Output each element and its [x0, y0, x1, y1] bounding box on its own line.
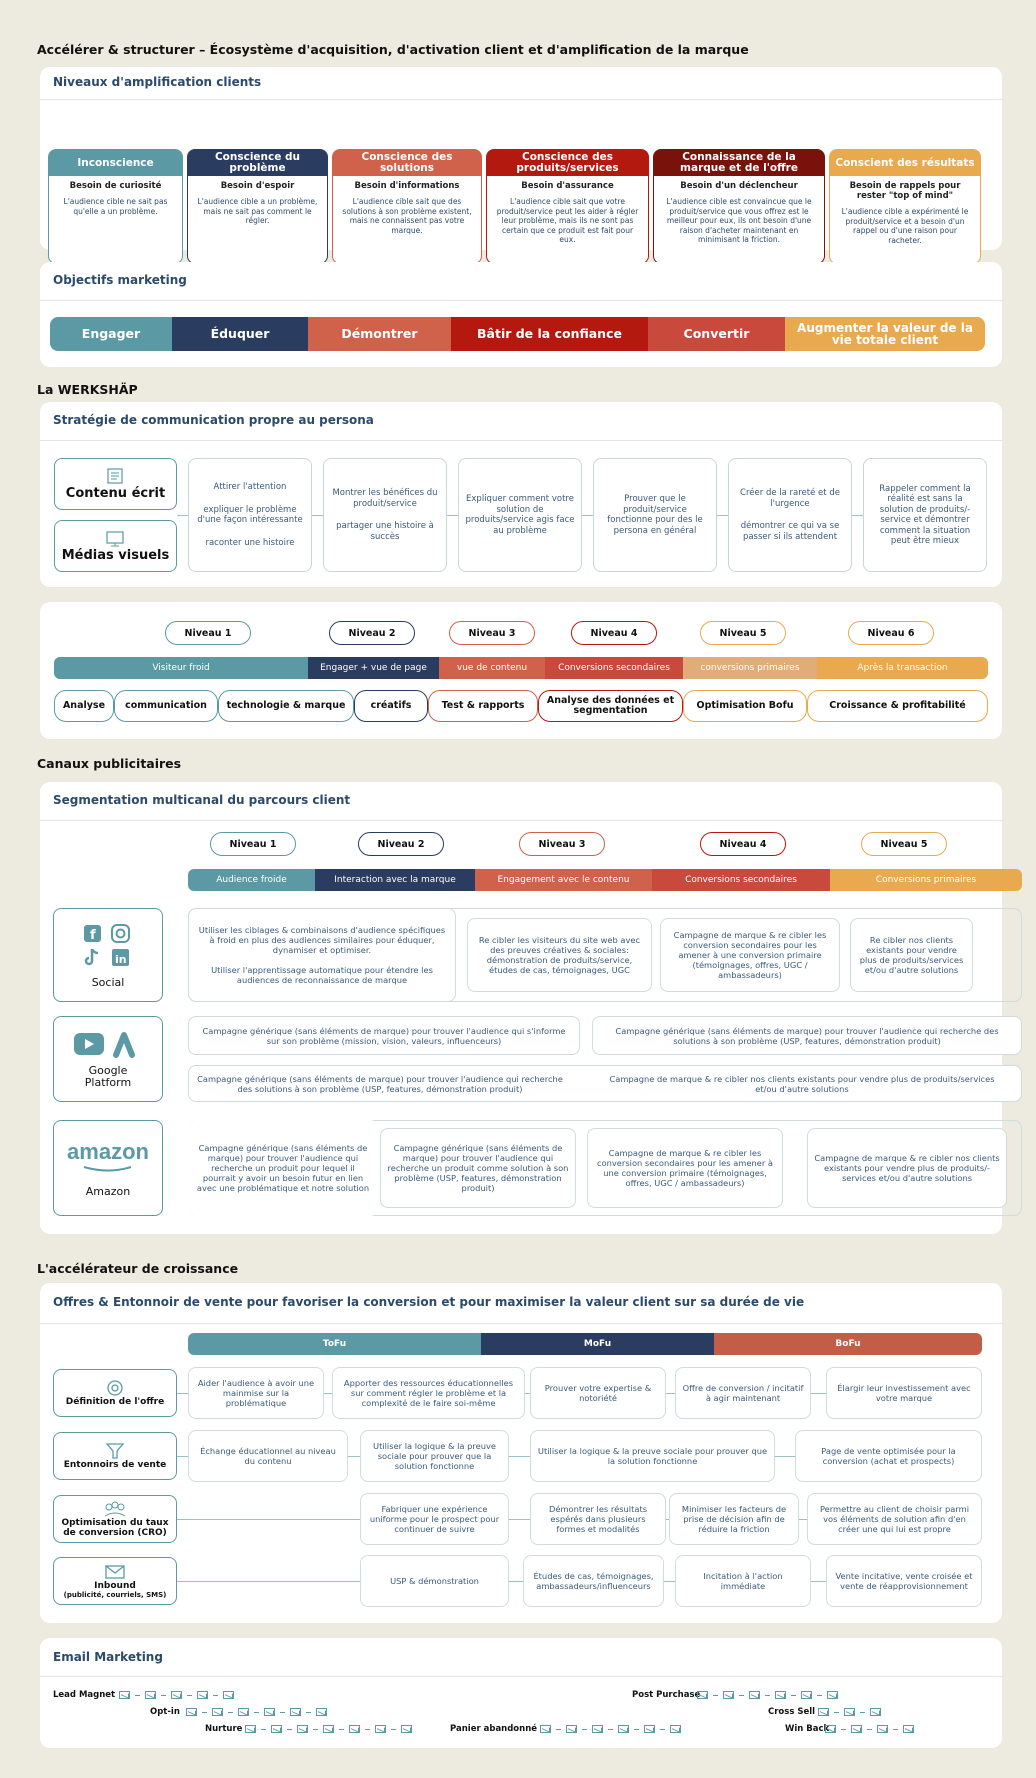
funnel-stage-mofu: MoFu [481, 1333, 714, 1355]
envelope-icon [749, 1691, 760, 1699]
email-flow-label: Lead Magnet [53, 1690, 116, 1700]
envelope-icon [103, 1563, 127, 1581]
envelope-icon [186, 1708, 197, 1716]
objective-1: Engager [50, 317, 172, 351]
social-box-4: Re cibler nos clients existants pour vendre plus de produits/services et/ou d'autre solutions [850, 918, 973, 992]
document-icon [103, 468, 129, 486]
channel-visual-media [54, 520, 177, 572]
envelope-icon [223, 1691, 234, 1699]
amplification-level [332, 149, 482, 264]
channel-level-pill-3: Niveau 3 [519, 832, 605, 856]
amplification-level [829, 149, 981, 264]
werkshap-heading: La WERKSHÄP [37, 382, 138, 397]
email-flow-sequence [697, 1691, 843, 1699]
funnel-cell: Utiliser la logique & la preuve sociale pour prouver que la solution fonctionne [360, 1430, 509, 1482]
funnel-cell: Page de vente optimisée pour la conversion (achat et prospects) [795, 1430, 982, 1482]
amazon-box-1: Campagne générique (sans éléments de marque) pour trouver l'audience qui recherche un produit pour lequel il pourrait y avoir un besoin futur en lien avec une problématique et notre solution [188, 1120, 378, 1216]
channel-social [53, 908, 163, 1002]
sequence-connector [254, 1712, 259, 1713]
level-description: L'audience cible sait que votre produit/service peut les aider à régler leur problème, mais ils ne sont pas certain que ce produit est fait pour eux. [496, 197, 639, 244]
sequence-connector [228, 1712, 233, 1713]
funnel-row-title: Optimisation du taux de conversion (CRO) [61, 1518, 169, 1538]
svg-text:f: f [90, 927, 96, 943]
funnel-row-label [53, 1369, 177, 1417]
sequence-connector [213, 1695, 218, 1696]
envelope-icon [825, 1725, 836, 1733]
channel-label: Contenu écrit [65, 485, 166, 501]
email-flow-label: Opt-in [150, 1707, 180, 1717]
sequence-connector [841, 1729, 846, 1730]
google-box-1: Campagne générique (sans éléments de marque) pour trouver l'audience qui s'informe sur son problème (mission, vision, valeurs, influenceurs) [188, 1016, 580, 1055]
envelope-icon [775, 1691, 786, 1699]
email-flow-label: Post Purchase [632, 1690, 701, 1700]
funnel-row-label [53, 1432, 177, 1480]
envelope-icon [401, 1725, 412, 1733]
envelope-icon [119, 1691, 130, 1699]
funnel-cell: Démontrer les résultats espérés dans plusieurs formes et modalités [530, 1493, 666, 1545]
funnel-row-label [53, 1557, 177, 1605]
level-name: Conscience des produits/services [487, 150, 648, 176]
funnel-cell: Élargir leur investissement avec votre marque [826, 1367, 982, 1419]
email-card [40, 1638, 1002, 1748]
sequence-connector [287, 1729, 292, 1730]
funnel-row-subtitle: (publicité, courriels, SMS) [63, 1591, 167, 1599]
envelope-icon [844, 1708, 855, 1716]
strategy-text: Attirer l'attention [213, 482, 287, 492]
envelope-icon [238, 1708, 249, 1716]
channel-google [53, 1016, 163, 1102]
channel-bar-1: Audience froide [188, 869, 315, 891]
objectives-card [40, 262, 1002, 367]
google-icons [72, 1029, 144, 1059]
level-name: Conscience du problème [188, 150, 327, 176]
envelope-icon [870, 1708, 881, 1716]
channel-amazon [53, 1120, 163, 1216]
envelope-icon [316, 1708, 327, 1716]
sequence-connector [365, 1729, 370, 1730]
google-box-2: Campagne générique (sans éléments de marque) pour trouver l'audience qui recherche des solutions à son problème (USP, features, démonstration produit) [592, 1016, 1022, 1055]
amazon-box-4: Campagne de marque & re cibler nos clients existants pour vendre plus de produits/-services et/ou d'autre solutions [807, 1128, 1007, 1208]
envelope-icon [323, 1725, 334, 1733]
sequence-connector [261, 1729, 266, 1730]
sequence-connector [893, 1729, 898, 1730]
sequence-connector [161, 1695, 166, 1696]
channel-label: Amazon [85, 1184, 131, 1198]
connector [582, 515, 593, 516]
funnel-cell: USP & démonstration [360, 1555, 509, 1607]
box-text: Campagne de marque & re cibler nos clients existants pour vendre plus de produits/services et/ou d'autre solutions [609, 1073, 995, 1094]
journey-tag-6: Analyse des données et segmentation [538, 690, 683, 722]
journey-bar-6: Après la transaction [817, 657, 988, 679]
level-pill-4: Niveau 4 [571, 621, 657, 645]
sequence-connector [660, 1729, 665, 1730]
email-card-title: Email Marketing [53, 1650, 163, 1664]
amplification-level [48, 149, 183, 264]
funnel-cell: Échange éducationnel au niveau du contenu [188, 1430, 348, 1482]
multichannel-card [40, 782, 1002, 1234]
amazon-box-3: Campagne de marque & re cibler les conversion secondaires pour les amener à une conversion primaire (témoignages, offres, UGC / ambassadeurs) [587, 1128, 783, 1208]
google-ads-icon [116, 1035, 132, 1055]
social-box-3: Campagne de marque & re cibler les conversion secondaires pour les amener à une conversion primaire (témoignages, offres, UGC / ambassadeurs) [660, 918, 840, 992]
funnel-icon [103, 1442, 127, 1460]
strategy-box-4 [593, 458, 717, 572]
sequence-connector [339, 1729, 344, 1730]
journey-bar-4: Conversions secondaires [545, 657, 683, 679]
envelope-icon [618, 1725, 629, 1733]
strategy-text: Prouver que le produit/service fonctionne pour des le persona en général [607, 494, 703, 536]
strategy-card-title: Stratégie de communication propre au persona [53, 413, 374, 427]
envelope-icon [818, 1708, 829, 1716]
envelope-icon [212, 1708, 223, 1716]
journey-bar-1: Visiteur froid [54, 657, 308, 679]
strategy-text: raconter une histoire [205, 537, 295, 548]
funnel-cell: Aider l'audience à avoir une mainmise sur la problématique [188, 1367, 324, 1419]
journey-tag-2: communication [114, 690, 218, 722]
sequence-connector [817, 1695, 822, 1696]
instagram-icon [112, 925, 129, 942]
amazon-smile-icon [81, 1165, 135, 1173]
channel-bar-3: Engagement avec le contenu [475, 869, 652, 891]
funnel-row-title: Entonnoirs de vente [63, 1460, 167, 1470]
box-text: Campagne générique (sans éléments de marque) pour trouver l'audience qui recherche des solutions à son problème (USP, features, démonstration produit) [197, 1073, 563, 1094]
channel-label: Médias visuels [61, 547, 170, 563]
funnel-cell: Fabriquer une expérience uniforme pour le prospect pour continuer de suivre [360, 1493, 509, 1545]
envelope-icon [540, 1725, 551, 1733]
level-description: L'audience cible ne sait pas qu'elle a un problème. [63, 197, 168, 216]
strategy-box-3 [458, 458, 582, 572]
sequence-connector [202, 1712, 207, 1713]
social-box-2: Re cibler les visiteurs du site web avec des preuves créatives & sociales: démonstration de produits/service, études de cas, témoignages, UGC [467, 918, 652, 992]
objective-2: Éduquer [172, 317, 308, 351]
amplification-level [653, 149, 825, 264]
connector [312, 515, 323, 516]
funnel-stage-tofu: ToFu [188, 1333, 481, 1355]
sequence-connector [556, 1729, 561, 1730]
sequence-connector [860, 1712, 865, 1713]
funnel-cell: Incitation à l'action immédiate [675, 1555, 811, 1607]
level-name: Conscience des solutions [333, 150, 481, 176]
journey-tag-3: technologie & marque [218, 690, 354, 722]
envelope-icon [801, 1691, 812, 1699]
envelope-icon [245, 1725, 256, 1733]
email-flow-sequence [540, 1725, 686, 1733]
levels-card-title: Niveaux d'amplification clients [53, 75, 262, 89]
email-flow-sequence [119, 1691, 239, 1699]
sequence-connector [867, 1729, 872, 1730]
level-name: Connaissance de la marque et de l'offre [654, 150, 824, 176]
level-need: Besoin d'informations [354, 181, 460, 191]
funnel-cell: Vente incitative, vente croisée et vente de réapprovisionnement [826, 1555, 982, 1607]
sequence-connector [791, 1695, 796, 1696]
level-need: Besoin d'un déclencheur [680, 181, 798, 191]
strategy-box-2 [323, 458, 447, 572]
amplification-level [486, 149, 649, 264]
envelope-icon [592, 1725, 603, 1733]
email-flow-sequence [818, 1708, 886, 1716]
channel-level-pill-4: Niveau 4 [700, 832, 786, 856]
page-title: Accélérer & structurer – Écosystème d'acquisition, d'activation client et d'amplification de la marque [37, 42, 749, 57]
sequence-connector [582, 1729, 587, 1730]
journey-tag-7: Optimisation Bofu [683, 690, 807, 722]
funnel-cell: Minimiser les facteurs de prise de décision afin de réduire la friction [669, 1493, 799, 1545]
level-description: L'audience cible a expérimenté le produit/service et a besoin d'un rappel ou d'une raison pour racheter. [841, 207, 969, 245]
journey-tag-5: Test & rapports [428, 690, 538, 722]
level-need: Besoin de curiosité [69, 181, 162, 191]
sequence-connector [765, 1695, 770, 1696]
level-need: Besoin de rappels pour rester "top of mind" [849, 181, 961, 201]
email-flow-label: Panier abandonné [450, 1724, 538, 1734]
sequence-connector [713, 1695, 718, 1696]
strategy-box-1 [188, 458, 312, 572]
funnel-stage-bofu: BoFu [714, 1333, 982, 1355]
envelope-icon [877, 1725, 888, 1733]
level-pill-1: Niveau 1 [165, 621, 251, 645]
level-pill-5: Niveau 5 [700, 621, 786, 645]
amazon-logo-icon: amazon [67, 1138, 149, 1164]
strategy-text: partager une histoire à succès [336, 521, 434, 542]
svg-text:in: in [115, 952, 127, 966]
sequence-connector [306, 1712, 311, 1713]
level-description: L'audience cible est convaincue que le produit/service que vous offrez est le meilleur pour eux, ils ont besoin d'une raison d'acheter maintenant en minimisant la friction. [666, 197, 812, 244]
sequence-connector [739, 1695, 744, 1696]
sequence-connector [187, 1695, 192, 1696]
funnel-cell: Études de cas, témoignages, ambassadeurs/influenceurs [523, 1555, 664, 1607]
funnel-card-title: Offres & Entonnoir de vente pour favoriser la conversion et pour maximiser la valeur client sur sa durée de vie [53, 1295, 805, 1309]
level-description: L'audience cible a un problème, mais ne sait pas comment le régler. [197, 197, 318, 225]
sequence-connector [608, 1729, 613, 1730]
journey-tag-8: Croissance & profitabilité [807, 690, 988, 722]
level-description: L'audience cible sait que des solutions à son problème existent, mais ne connaissent pas votre marque. [342, 197, 472, 235]
funnel-row-label [53, 1495, 177, 1543]
envelope-icon [375, 1725, 386, 1733]
channel-written-content [54, 458, 177, 510]
sequence-connector [391, 1729, 396, 1730]
email-flow-sequence [186, 1708, 332, 1716]
strategy-text: expliquer le problème d'une façon intéressante [197, 504, 303, 525]
level-need: Besoin d'espoir [220, 181, 295, 191]
sequence-connector [634, 1729, 639, 1730]
ads-heading: Canaux publicitaires [37, 756, 182, 771]
envelope-icon [349, 1725, 360, 1733]
amplification-level [187, 149, 328, 264]
level-pill-2: Niveau 2 [329, 621, 415, 645]
funnel-cell: Apporter des ressources éducationnelles sur comment régler le problème et la complexité de le faire soi-même [332, 1367, 525, 1419]
connector [852, 515, 863, 516]
connector [177, 515, 188, 516]
envelope-icon [644, 1725, 655, 1733]
email-flow-label: Cross Sell [768, 1707, 816, 1717]
channel-bar-4: Conversions secondaires [652, 869, 830, 891]
envelope-icon [171, 1691, 182, 1699]
people-icon [103, 1500, 127, 1518]
email-flow-sequence [825, 1725, 919, 1733]
connector [717, 515, 728, 516]
strategy-card [40, 402, 1002, 587]
objective-3: Démontrer [308, 317, 451, 351]
channel-bar-5: Conversions primaires [830, 869, 1022, 891]
journey-bar-5: conversions primaires [683, 657, 817, 679]
channel-bar-2: Interaction avec la marque [315, 869, 475, 891]
envelope-icon [566, 1725, 577, 1733]
email-flow-sequence [245, 1725, 417, 1733]
funnel-row-title: Inbound [94, 1581, 136, 1591]
level-name: Inconscience [49, 150, 182, 176]
google-row-2 [188, 1065, 1022, 1102]
envelope-icon [271, 1725, 282, 1733]
levels-card [40, 67, 1002, 250]
channel-label: Social [91, 975, 125, 989]
envelope-icon [297, 1725, 308, 1733]
target-icon [103, 1379, 127, 1397]
box-text: Utiliser l'apprentissage automatique pour étendre les audiences de reconnaissance de marque [211, 965, 433, 985]
email-flow-label: Win Back [785, 1724, 830, 1734]
multichannel-card-title: Segmentation multicanal du parcours client [53, 793, 351, 807]
journey-bar-2: Engager + vue de page [308, 657, 439, 679]
strategy-text: démontrer ce qui va se passer si ils attendent [740, 521, 840, 542]
box-text: Utiliser les ciblages & combinaisons d'audience spécifiques à froid en plus des audiences similaires pour éduquer, dynamiser et optimiser. [198, 925, 446, 955]
journey-tag-4: créatifs [354, 690, 428, 722]
amazon-box-2: Campagne générique (sans éléments de marque) pour trouver l'audience qui recherche un produit comme solution à son problème (USP, features, démonstration produit) [380, 1128, 576, 1208]
funnel-cell: Permettre au client de choisir parmi vos éléments de solution afin d'en créer une qui lui est propre [807, 1493, 982, 1545]
strategy-text: Créer de la rareté et de l'urgence [740, 488, 840, 509]
envelope-icon [697, 1691, 708, 1699]
monitor-icon [103, 530, 129, 548]
objectives-card-title: Objectifs marketing [53, 273, 187, 287]
level-pill-3: Niveau 3 [449, 621, 535, 645]
funnel-card [40, 1283, 1002, 1623]
strategy-text: Expliquer comment votre solution de produits/service agis face au problème [465, 494, 575, 536]
sequence-connector [135, 1695, 140, 1696]
envelope-icon [197, 1691, 208, 1699]
channel-level-pill-2: Niveau 2 [358, 832, 444, 856]
funnel-cell: Prouver votre expertise & notoriété [530, 1367, 666, 1419]
channel-level-pill-1: Niveau 1 [210, 832, 296, 856]
funnel-row-title: Définition de l'offre [65, 1397, 165, 1407]
envelope-icon [670, 1725, 681, 1733]
envelope-icon [290, 1708, 301, 1716]
social-row-frame [188, 908, 1022, 1002]
objective-6: Augmenter la valeur de la vie totale client [785, 317, 985, 351]
envelope-icon [264, 1708, 275, 1716]
level-need: Besoin d'assurance [521, 181, 614, 191]
envelope-icon [903, 1725, 914, 1733]
social-icons [78, 922, 138, 970]
tiktok-icon [86, 949, 92, 964]
objective-5: Convertir [648, 317, 785, 351]
journey-bar-3: vue de contenu [439, 657, 545, 679]
strategy-box-6 [863, 458, 987, 572]
sequence-connector [313, 1729, 318, 1730]
envelope-icon [827, 1691, 838, 1699]
sequence-connector [280, 1712, 285, 1713]
envelope-icon [851, 1725, 862, 1733]
strategy-text: Montrer les bénéfices du produit/service [332, 488, 438, 509]
sequence-connector [834, 1712, 839, 1713]
strategy-text: Rappeler comment la réalité est sans la solution de produits/-service et démontrer comment la situation peut être mieux [879, 483, 971, 546]
accelerator-heading: L'accélérateur de croissance [37, 1261, 239, 1276]
email-flow-label: Nurture [205, 1724, 243, 1734]
level-name: Conscient des résultats [830, 150, 980, 176]
channel-label: Google Platform [84, 1064, 132, 1089]
strategy-box-5 [728, 458, 852, 572]
envelope-icon [723, 1691, 734, 1699]
channel-level-pill-5: Niveau 5 [861, 832, 947, 856]
level-pill-6: Niveau 6 [848, 621, 934, 645]
funnel-cell: Utiliser la logique & la preuve sociale pour prouver que la solution fonctionne [530, 1430, 775, 1482]
levels-journey-card [40, 602, 1002, 739]
connector [447, 515, 458, 516]
objective-4: Bâtir de la confiance [451, 317, 648, 351]
funnel-cell: Offre de conversion / incitatif à agir maintenant [675, 1367, 811, 1419]
envelope-icon [145, 1691, 156, 1699]
journey-tag-1: Analyse [54, 690, 114, 722]
